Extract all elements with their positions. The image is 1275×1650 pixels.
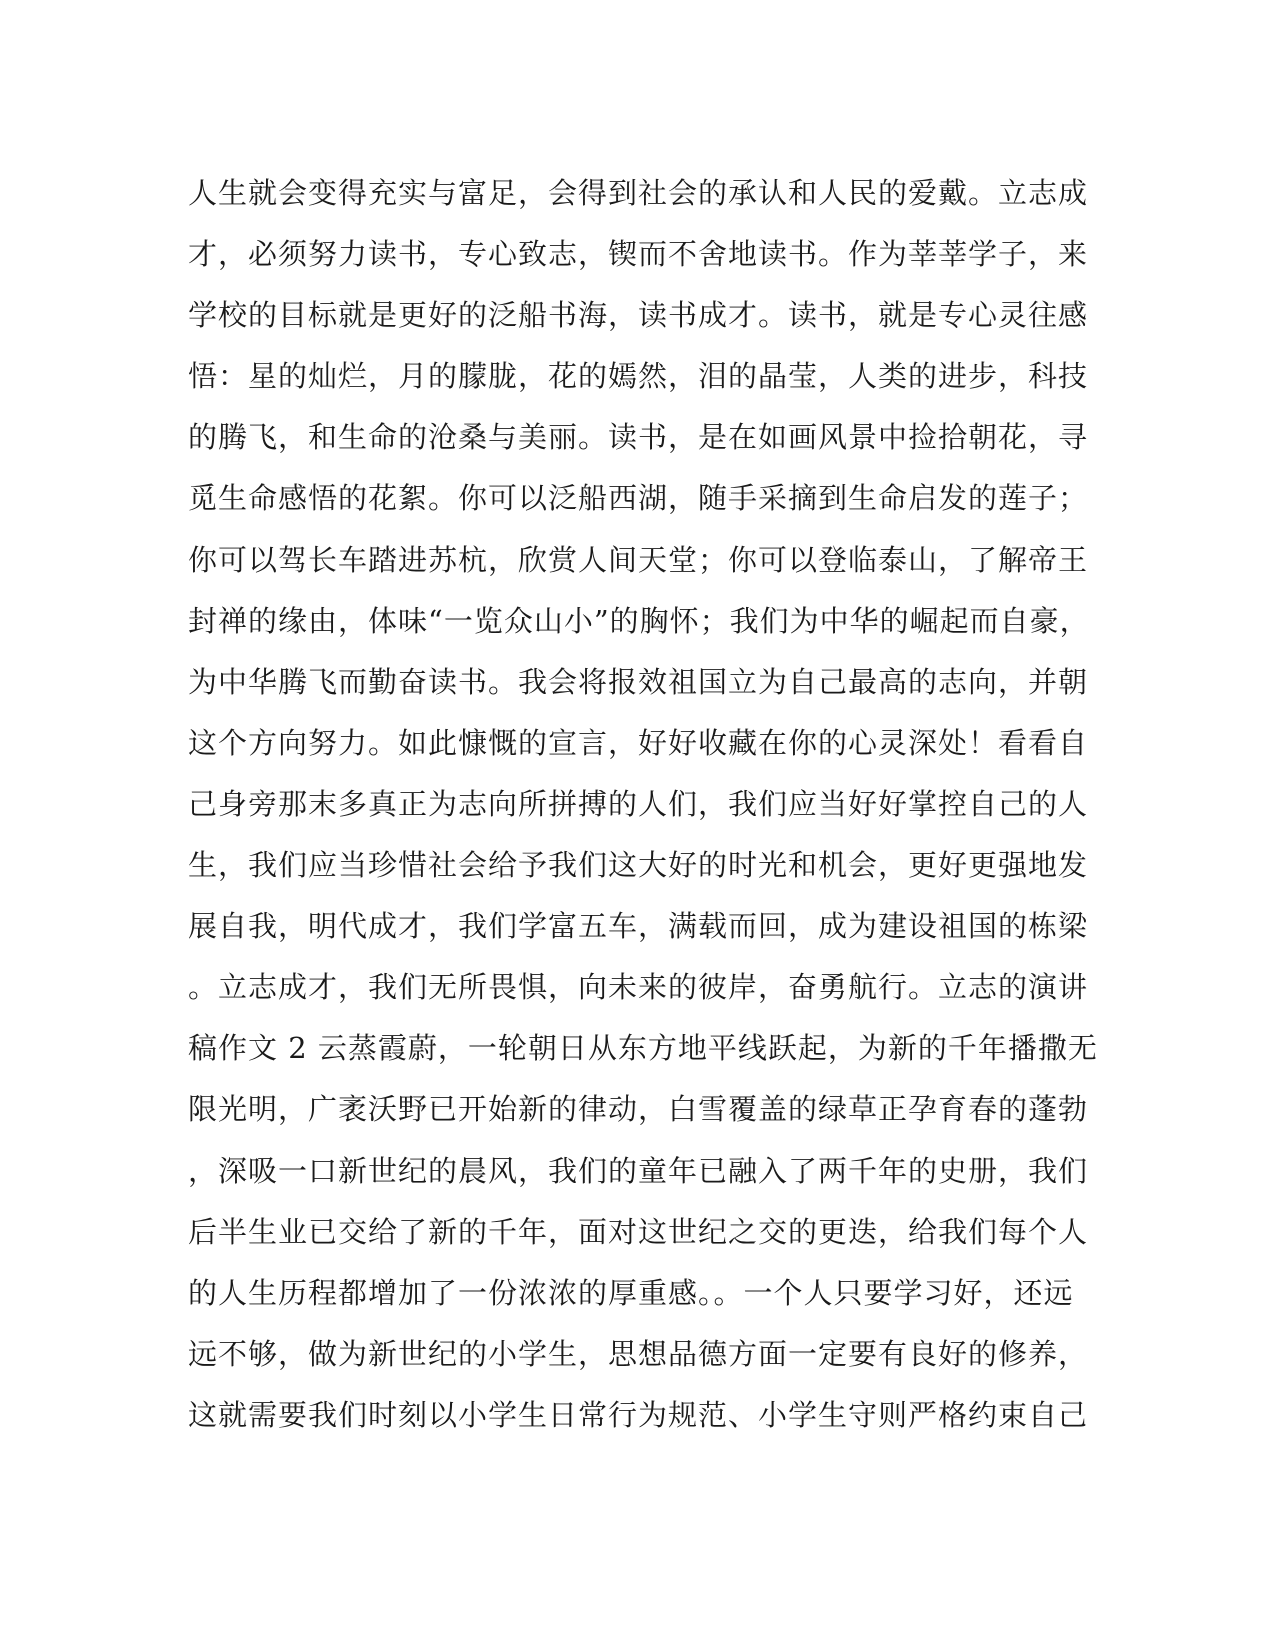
text-line: 限光明，广袤沃野已开始新的律动，白雪覆盖的绿草正孕育春的蓬勃 [188,1092,1089,1127]
text-line: 远不够，做为新世纪的小学生，思想品德方面一定要有良好的修养， [188,1336,1089,1371]
text-line: ，深吸一口新世纪的晨风，我们的童年已融入了两千年的史册，我们 [188,1153,1089,1188]
text-line: 悟：星的灿烂，月的朦胧，花的嫣然，泪的晶莹，人类的进步，科技 [188,359,1089,394]
text-line: 展自我，明代成才，我们学富五车，满载而回，成为建设祖国的栋梁 [188,909,1089,944]
text-line: 学校的目标就是更好的泛船书海，读书成才。读书，就是专心灵往感 [188,298,1089,333]
text-line: 觅生命感悟的花絮。你可以泛船西湖，随手采摘到生命启发的莲子； [188,481,1089,516]
text-line: 己身旁那末多真正为志向所拼搏的人们，我们应当好好掌控自己的人 [188,786,1089,821]
text-line: 的腾飞，和生命的沧桑与美丽。读书，是在如画风景中捡拾朝花，寻 [188,420,1089,455]
text-line: 的人生历程都增加了一份浓浓的厚重感。。一个人只要学习好，还远 [188,1275,1074,1310]
text-line: 人生就会变得充实与富足，会得到社会的承认和人民的爱戴。立志成 [188,176,1089,210]
text-line: 封禅的缘由，体味“一览众山小”的胸怀；我们为中华的崛起而自豪， [188,603,1090,638]
text-line: 后半生业已交给了新的千年，面对这世纪之交的更迭，给我们每个人 [188,1214,1089,1249]
text-line: 这个方向努力。如此慷慨的宣言，好好收藏在你的心灵深处！看看自 [188,725,1089,760]
body-text [188,163,1098,1446]
text-line: 生，我们应当珍惜社会给予我们这大好的时光和机会，更好更强地发 [188,848,1089,883]
text-line: 。立志成才，我们无所畏惧，向未来的彼岸，奋勇航行。立志的演讲 [188,970,1089,1005]
text-line: 你可以驾长车踏进苏杭，欣赏人间天堂；你可以登临泰山，了解帝王 [188,542,1089,577]
text-line: 才，必须努力读书，专心致志，锲而不舍地读书。作为莘莘学子，来 [188,237,1089,272]
text-line: 稿作文 2 云蒸霞蔚，一轮朝日从东方地平线跃起，为新的千年播撒无 [188,1031,1098,1066]
text-line: 这就需要我们时刻以小学生日常行为规范、小学生守则严格约束自己 [188,1397,1089,1432]
text-line: 为中华腾飞而勤奋读书。我会将报效祖国立为自己最高的志向，并朝 [188,664,1089,699]
